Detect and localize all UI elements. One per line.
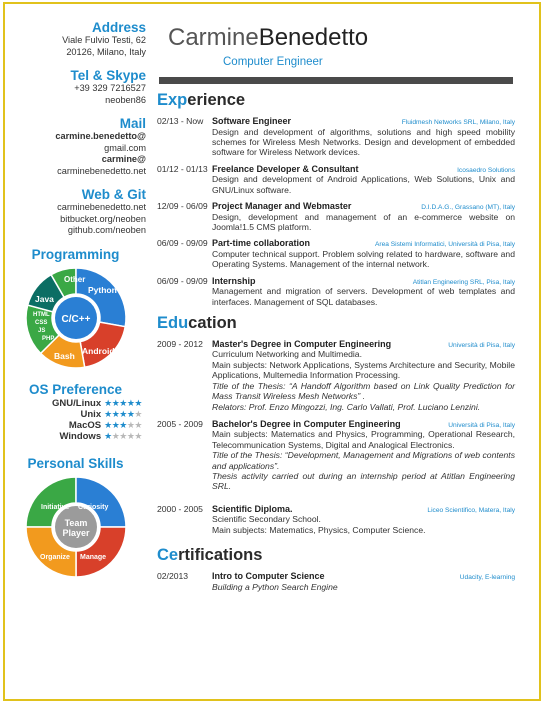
web-heading: Web & Git [81,187,146,202]
os-block [5,382,146,442]
rating-stars-icon: ★★★★★ [104,397,142,408]
certifications-heading [157,545,515,565]
entry-role: Software Engineer [212,116,292,126]
email-line[interactable]: carmine.benedetto@ [55,131,146,141]
wheel-label: Other [63,274,85,284]
entry-date: 06/09 - 09/09 [157,275,208,286]
entry-thesis-title: Title of the Thesis: “A Handoff Algorithm based on Link Quality Prediction for Mass Transit Wireless Mesh Networks” . [212,380,515,402]
heading-rest: erience [187,91,246,109]
experience-entry [157,276,515,307]
entry-date: 06/09 - 09/09 [157,238,208,249]
wheel-label: JS [37,327,45,334]
os-heading: OS Preference [28,381,123,397]
heading-rest: cation [188,313,237,332]
entry-place: Udacity, E-learning [459,574,515,582]
last-name: Benedetto [258,24,369,51]
os-name: MacOS [68,419,102,431]
skills-block [5,456,146,579]
entry-date: 2005 - 2009 [157,418,203,429]
wheel-label: Java [34,293,54,304]
os-name: Windows [59,430,102,442]
full-name [168,24,368,52]
heading-accent: Ce [157,546,179,565]
entry-role: Master's Degree in Computer Engineering [212,338,392,349]
entry-date: 12/09 - 06/09 [157,201,208,212]
certification-entry [157,571,515,592]
os-name: Unix [80,408,102,420]
entry-place: Area Sistemi Informatici, Università di Pisa, Italy [375,241,515,249]
wheel-center-label: Team [64,517,87,528]
rating-stars-icon: ★★★★★ [104,419,142,430]
experience-entry [157,116,515,158]
education-entry [157,419,515,492]
entry-place: Liceo Scientifico, Matera, Italy [427,506,515,514]
skills-wheel [24,475,128,579]
job-title: Computer Engineer [223,56,323,68]
entry-date: 02/2013 [157,571,189,582]
entry-description: Design and development of algorithms, solutions and high speed mobility schemes for Wireless Mesh Networks. Design and development of embedded software for Wireless Network devices. [212,126,515,158]
heading-accent: Edu [157,313,189,332]
entry-description-line: Main subjects: Matematics, Physics, Computer Science. [212,524,426,535]
experience-entry [157,164,515,195]
os-row [5,398,146,409]
entry-role: Freelance Developer & Consultant [212,163,359,174]
address-line: Viale Fulvio Testi, 62 [62,35,146,45]
phone-number: +39 329 7216527 [74,83,146,93]
entry-place: Università di Pisa, Italy [448,421,515,429]
tel-heading: Tel & Skype [70,68,146,83]
education-entry [157,339,515,412]
entry-date: 2009 - 2012 [157,338,203,349]
heading-rest: rtifications [178,546,263,565]
education-heading [157,313,515,333]
entry-description-line: Building a Python Search Engine [212,581,338,592]
entry-role: Intro to Computer Science [212,571,325,582]
entry-role: Internship [212,275,256,286]
entry-place: Università di Pisa, Italy [448,341,515,349]
email-line[interactable]: gmail.com [104,142,146,153]
wheel-label: HTML [32,311,50,318]
entry-date: 2000 - 2005 [157,503,203,514]
wheel-label: Python [87,284,117,295]
programming-block [5,247,146,370]
entry-role: Part-time collaboration [212,238,311,249]
programming-heading: Programming [31,246,120,262]
website-link[interactable]: carminebenedetto.net [57,202,146,212]
entry-description-line: Curriculum Networking and Multimedia. [212,349,362,360]
email-line[interactable]: carminebenedetto.net [57,165,146,176]
mail-heading: Mail [119,116,146,131]
programming-wheel [24,266,128,370]
wheel-label: CSS [34,319,47,326]
wheel-label: Manage [79,553,106,561]
skype-handle: neoben86 [105,94,146,105]
rating-stars-icon: ★★★★★ [104,430,142,441]
entry-date: 02/13 - Now [157,116,204,126]
wheel-label: PHP [41,335,54,342]
entry-description: Design and development of Android Applications, Web Solutions, Unix and GNU/Linux software. [212,174,515,195]
entry-description: Management and migration of servers. Development of web templates and interfaces. Management of SQL databases. [212,286,515,307]
entry-role: Project Manager and Webmaster [212,201,352,212]
entry-place: D.I.D.A.G., Grassano (MT), Italy [421,204,515,212]
entry-place: Atitlan Engineering SRL, Pisa, Italy [412,278,515,286]
entry-relators: Relators: Prof. Enzo Mingozzi, Ing. Carlo Vallati, Prof. Luciano Lenzini. [212,401,481,412]
os-list [5,398,146,442]
entry-role: Scientific Diploma. [212,503,293,514]
entry-description-line: Scientific Secondary School. [212,514,321,525]
web-block [5,187,146,237]
entry-thesis-title: Title of the Thesis: “Development, Management and Migrations of web contents and applications”. [212,450,515,471]
experience-entry [157,201,515,232]
wheel-label: Organize [39,553,70,561]
wheel-label: Initiative [40,503,69,511]
entry-role: Bachelor's Degree in Computer Engineering [212,418,401,429]
main-content [157,90,515,598]
entry-date: 01/12 - 01/13 [157,163,208,174]
os-row [5,420,146,431]
cv-page [3,2,541,701]
tel-block [5,68,146,106]
wheel-center-label: Player [61,527,90,538]
wheel-label: Curiosity [77,503,108,511]
wheel-label: Bash [53,350,75,361]
mail-block [5,116,146,177]
bitbucket-link[interactable]: bitbucket.org/neoben [60,213,146,224]
address-heading: Address [91,20,146,35]
header-divider [159,77,513,84]
entry-thesis-note: Thesis activity carried out during an internship period at Atitlan Engineering SRL. [212,471,515,492]
entry-description-line: Main subjects: Network Applications, Systems Architecture and Security, Mobile Applications, Multemedia Information Processing. [212,359,515,381]
heading-accent: Exp [157,91,188,109]
entry-description: Computer technical support. Problem solving related to hardware, software and Operating Systems. Management of the internal network. [212,248,515,270]
github-link[interactable]: github.com/neoben [67,225,146,235]
education-entry [157,504,515,535]
entry-description-line: Main subjects: Matematics and Physics, Programming, Operational Research, Telecommunication Systems, Digital and Analogical Electronics. [212,429,515,450]
sidebar [5,20,146,579]
experience-heading [157,90,515,110]
wheel-label: Android [81,345,115,356]
first-name: Carmine [168,24,259,51]
entry-place: Fluidmesh Networks SRL, Milano, Italy [401,119,515,126]
os-row [5,431,146,442]
address-line: 20126, Milano, Italy [66,46,146,57]
address-block [5,20,146,58]
experience-entry [157,238,515,269]
wheel-center-label: C/C++ [61,313,90,325]
entry-description: Design, development and management of an e-commerce website on Joomla!1.5 CMS platform. [212,211,515,232]
rating-stars-icon: ★★★★★ [104,408,142,419]
os-name: GNU/Linux [52,397,102,409]
email-line[interactable]: carmine@ [101,154,146,164]
skills-heading: Personal Skills [27,455,124,471]
os-row [5,409,146,420]
entry-place: Icosaedro Solutions [457,166,515,174]
